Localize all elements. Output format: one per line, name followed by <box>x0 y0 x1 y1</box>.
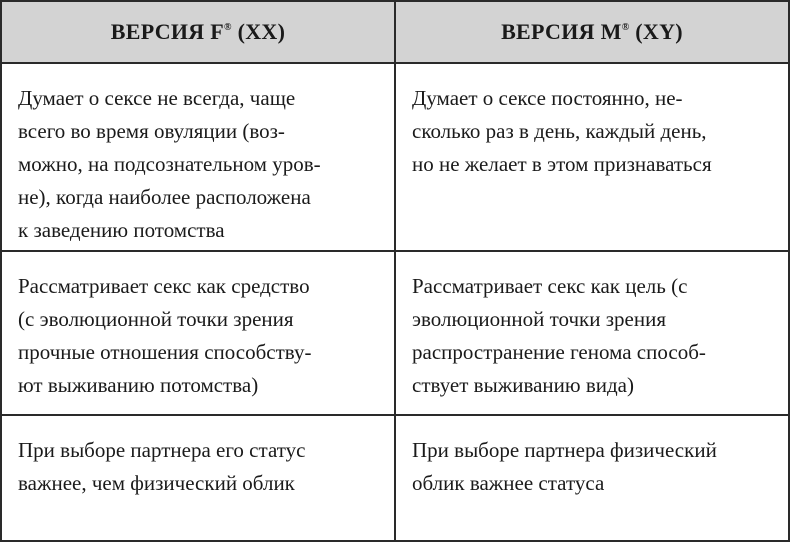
cell-f <box>1 251 395 415</box>
cell-text-line: не), когда наиболее расположена <box>18 185 311 209</box>
cell-text-line: При выборе партнера физический <box>412 438 717 462</box>
header-suffix: (XX) <box>231 19 286 44</box>
header-version-m <box>395 1 789 63</box>
table-row <box>1 415 789 541</box>
header-suffix: (XY) <box>629 19 683 44</box>
cell-text-line: можно, на подсознательном уров- <box>18 152 321 176</box>
cell-text-line: При выборе партнера его статус <box>18 438 306 462</box>
cell-text-line: Думает о сексе не всегда, чаще <box>18 86 296 110</box>
cell-text-line: Рассматривает секс как средство <box>18 274 310 298</box>
cell-text-line: к заведению потомства <box>18 218 225 242</box>
cell-f <box>1 63 395 251</box>
cell-text-line: ют выживанию потомства) <box>18 373 259 397</box>
cell-f <box>1 415 395 541</box>
table-row <box>1 63 789 251</box>
cell-m <box>395 63 789 251</box>
header-title: ВЕРСИЯ M <box>501 19 622 44</box>
registered-mark: ® <box>621 22 630 33</box>
header-version-f <box>1 1 395 63</box>
cell-text-line: Рассматривает секс как цель (с <box>412 274 688 298</box>
cell-text-line: Думает о сексе постоянно, не- <box>412 86 683 110</box>
cell-text-line: но не желает в этом признаваться <box>412 152 712 176</box>
cell-text-line: всего во время овуляции (воз- <box>18 119 285 143</box>
table-row <box>1 251 789 415</box>
cell-m <box>395 415 789 541</box>
cell-text-line: ствует выживанию вида) <box>412 373 634 397</box>
cell-text-line: (с эволюционной точки зрения <box>18 307 294 331</box>
cell-text-line: сколько раз в день, каждый день, <box>412 119 707 143</box>
cell-text-line: эволюционной точки зрения <box>412 307 666 331</box>
header-title: ВЕРСИЯ F <box>110 19 225 44</box>
cell-text-line: важнее, чем физический облик <box>18 471 295 495</box>
cell-text-line: распространение генома способ- <box>412 340 706 364</box>
cell-m <box>395 251 789 415</box>
cell-text-line: облик важнее статуса <box>412 471 605 495</box>
header-row <box>1 1 789 63</box>
cell-text-line: прочные отношения способству- <box>18 340 312 364</box>
registered-mark: ® <box>224 22 232 33</box>
